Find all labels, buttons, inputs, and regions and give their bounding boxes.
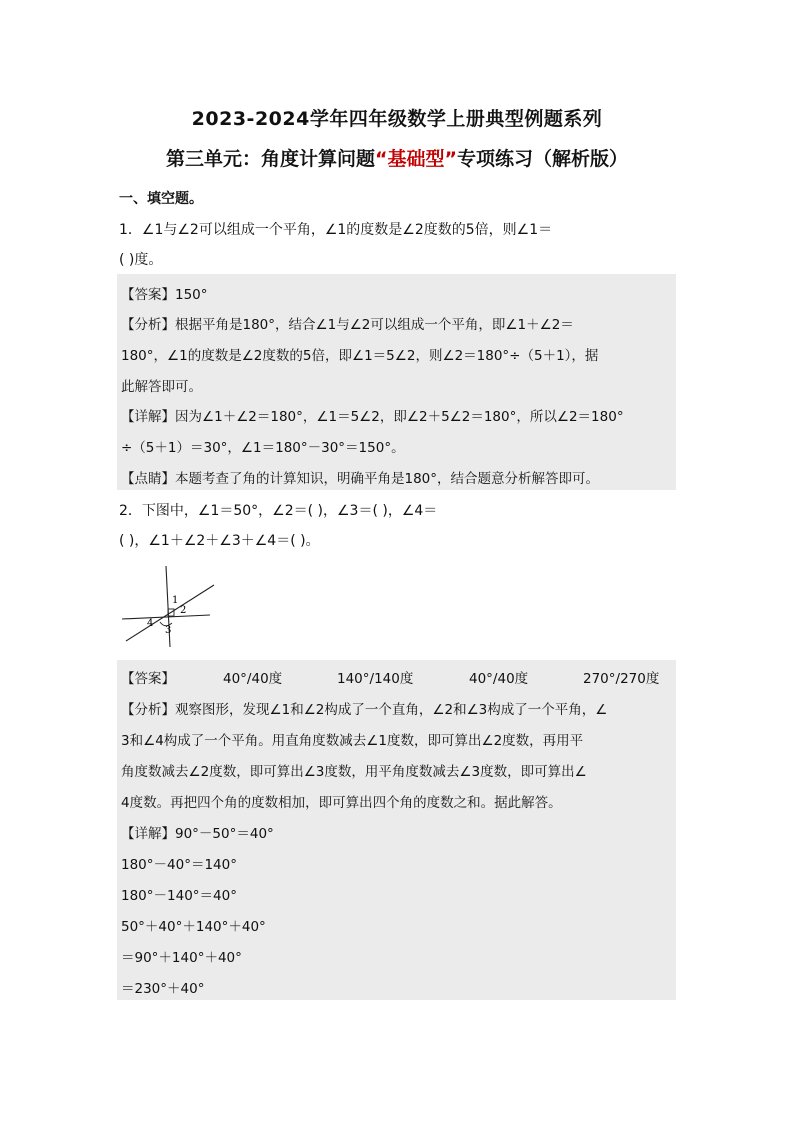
q2-analysis-line1: 【分析】观察图形，发现∠1和∠2构成了一个直角，∠2和∠3构成了一个平角，∠ bbox=[121, 702, 608, 718]
q2-text-line1: 2．下图中，∠1＝50°，∠2＝( )，∠3＝( )，∠4＝ bbox=[119, 503, 438, 519]
q1-detail-line1: 【详解】因为∠1＋∠2＝180°，∠1＝5∠2，即∠2＋5∠2＝180°，所以∠2＝180° bbox=[121, 409, 624, 425]
angle-figure bbox=[118, 563, 218, 651]
angle-label-4: 4 bbox=[147, 618, 154, 629]
q1-analysis-line3: 此解答即可。 bbox=[121, 379, 202, 395]
q2-analysis-line4: 4度数。再把四个角的度数相加，即可算出四个角的度数之和。据此解答。 bbox=[121, 795, 562, 811]
q2-answer-angle3: 140°/140度 bbox=[337, 671, 414, 687]
subtitle-prefix: 第三单元：角度计算问题 bbox=[165, 148, 375, 170]
q2-text-line2: ( )，∠1＋∠2＋∠3＋∠4＝( )。 bbox=[119, 533, 320, 549]
q2-detail-line: 【详解】90°－50°＝40° bbox=[121, 826, 274, 842]
q1-solution-block bbox=[117, 274, 676, 490]
q2-answer-angle2: 40°/40度 bbox=[223, 671, 283, 687]
section-heading: 一、填空题。 bbox=[119, 191, 203, 207]
angle-label-2: 2 bbox=[180, 605, 187, 616]
q1-point: 【点睛】本题考查了角的计算知识，明确平角是180°，结合题意分析解答即可。 bbox=[121, 471, 600, 487]
subtitle-suffix: 专项练习（解析版） bbox=[456, 148, 628, 170]
subtitle-highlight: “基础型” bbox=[375, 148, 457, 170]
q2-detail-line: 50°＋40°＋140°＋40° bbox=[121, 919, 266, 935]
angle-label-3: 3 bbox=[165, 625, 172, 636]
q1-detail-line2: ÷（5＋1）＝30°，∠1＝180°－30°＝150°。 bbox=[121, 440, 405, 456]
q1-text-line2: ( )度。 bbox=[119, 252, 163, 268]
q2-answer-sum: 270°/270度 bbox=[583, 671, 660, 687]
q1-answer: 【答案】150° bbox=[121, 287, 208, 303]
document-subtitle bbox=[0, 144, 794, 171]
q1-text-line1: 1．∠1与∠2可以组成一个平角，∠1的度数是∠2度数的5倍，则∠1＝ bbox=[119, 222, 553, 238]
q2-answer-label: 【答案】 bbox=[121, 671, 175, 687]
q1-analysis-line2: 180°，∠1的度数是∠2度数的5倍，即∠1＝5∠2，则∠2＝180°÷（5＋1），据 bbox=[121, 348, 599, 364]
q2-analysis-line3: 角度数减去∠2度数，即可算出∠3度数，用平角度数减去∠3度数，即可算出∠ bbox=[121, 764, 587, 780]
angle-label-1: 1 bbox=[172, 595, 179, 606]
q2-analysis-line2: 3和∠4构成了一个平角。用直角度数减去∠1度数，即可算出∠2度数，再用平 bbox=[121, 733, 584, 749]
q2-detail-line: 180°－140°＝40° bbox=[121, 888, 237, 904]
q2-detail-line: ＝230°＋40° bbox=[121, 981, 205, 997]
q2-detail-line: 180°－40°＝140° bbox=[121, 857, 237, 873]
q1-analysis-line1: 【分析】根据平角是180°，结合∠1与∠2可以组成一个平角，即∠1＋∠2＝ bbox=[121, 317, 574, 333]
document-title: 2023-2024学年四年级数学上册典型例题系列 bbox=[191, 108, 603, 130]
q2-detail-line: ＝90°＋140°＋40° bbox=[121, 950, 242, 966]
q2-answer-angle4: 40°/40度 bbox=[469, 671, 529, 687]
q2-solution-block bbox=[117, 660, 676, 1000]
